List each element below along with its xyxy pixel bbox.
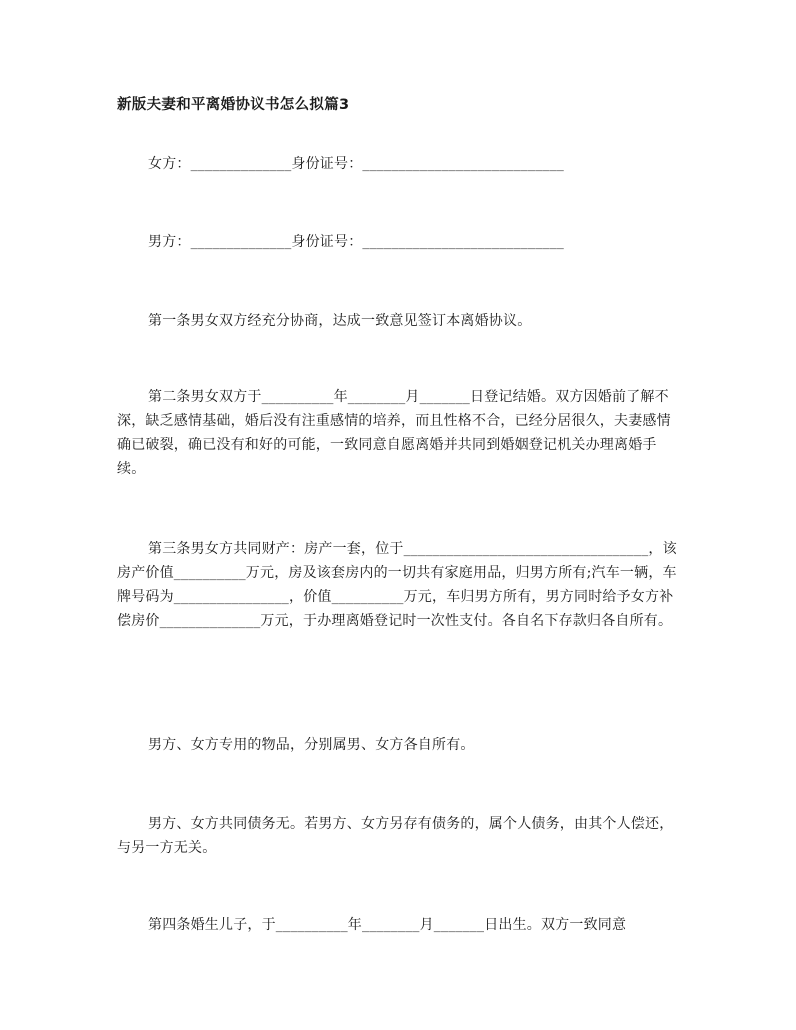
paragraph-personal-items: 男方、女方专用的物品，分别属男、女方各自所有。 <box>148 737 475 753</box>
paragraph-article-2: 第二条男女双方于__________年________月_______日登记结婚。双方因婚前了解不深，缺乏感情基础，婚后没有注重感情的培养，而且性格不合，已经分居很久，夫妻感情确已破裂，确已没有和好的可能，一致同意自愿离婚并共同到婚姻登记机关办理离婚手续。 <box>117 389 671 477</box>
paragraph-article-1: 第一条男女双方经充分协商，达成一致意见签订本离婚协议。 <box>148 313 532 329</box>
document-title: 新版夫妻和平离婚协议书怎么拟篇3 <box>117 97 350 113</box>
paragraph-article-3: 第三条男女方共同财产：房产一套，位于__________________________________，该房产价值__________万元，房及该套房内的一切共有家庭用品，归男方所有;汽车一辆，车牌号码为________________，价值__________万元，车归男方所有，男方同时给予女方补偿房价______________万元，于办理离婚登记时一次性支付。各自名下存款归各自所有。 <box>117 541 677 629</box>
paragraph-male-party: 男方：______________身份证号：____________________________ <box>148 234 564 250</box>
paragraph-article-4: 第四条婚生儿子，于__________年________月_______日出生。双方一致同意 <box>148 917 627 933</box>
paragraph-female-party: 女方：______________身份证号：____________________________ <box>148 156 564 172</box>
paragraph-debts: 男方、女方共同债务无。若男方、女方另存有债务的，属个人债务，由其个人偿还，与另一方无关。 <box>117 816 674 856</box>
